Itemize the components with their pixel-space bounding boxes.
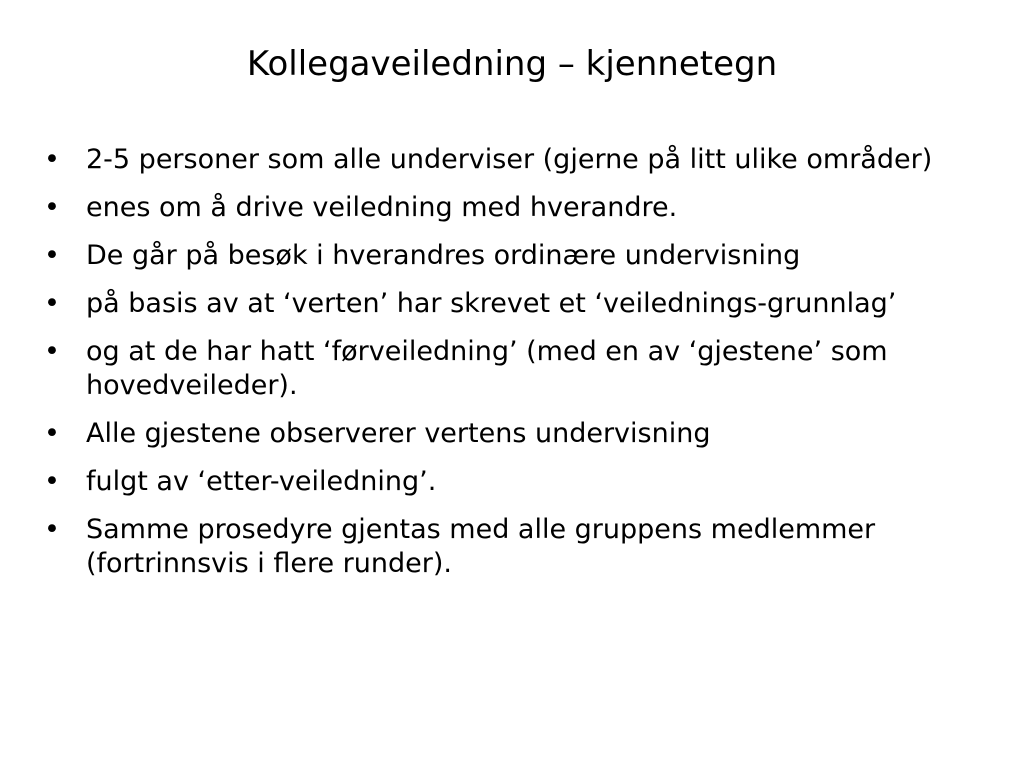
list-item — [40, 143, 970, 177]
list-item — [40, 335, 970, 403]
list-item — [40, 465, 970, 499]
bullet-icon: • — [44, 288, 60, 319]
slide-title: Kollegaveiledning – kjennetegn — [246, 44, 778, 84]
bullet-icon: • — [44, 466, 60, 497]
bullet-text: enes om å drive veiledning med hverandre. — [86, 192, 678, 223]
list-item — [40, 417, 970, 451]
bullet-text: De går på besøk i hverandres ordinære undervisning — [86, 240, 801, 271]
bullet-icon: • — [44, 514, 60, 545]
list-item — [40, 191, 970, 225]
bullet-text: 2-5 personer som alle underviser (gjerne på litt ulike områder) — [86, 144, 933, 175]
bullet-icon: • — [44, 240, 60, 271]
bullet-icon: • — [44, 144, 60, 175]
bullet-text: Alle gjestene observerer vertens undervisning — [86, 418, 711, 449]
bullet-text: Samme prosedyre gjentas med alle gruppens medlemmer (fortrinnsvis i flere runder). — [86, 514, 876, 579]
bullet-text: på basis av at ‘verten’ har skrevet et ‘veilednings-grunnlag’ — [86, 288, 897, 319]
bullet-text: og at de har hatt ‘førveiledning’ (med en av ‘gjestene’ som hovedveileder). — [86, 336, 888, 401]
bullet-icon: • — [44, 418, 60, 449]
bullet-icon: • — [44, 336, 60, 367]
bullet-text: fulgt av ‘etter-veiledning’. — [86, 466, 437, 497]
bullet-icon: • — [44, 192, 60, 223]
bullet-list — [40, 143, 970, 595]
list-item — [40, 239, 970, 273]
list-item — [40, 513, 970, 581]
list-item — [40, 287, 970, 321]
